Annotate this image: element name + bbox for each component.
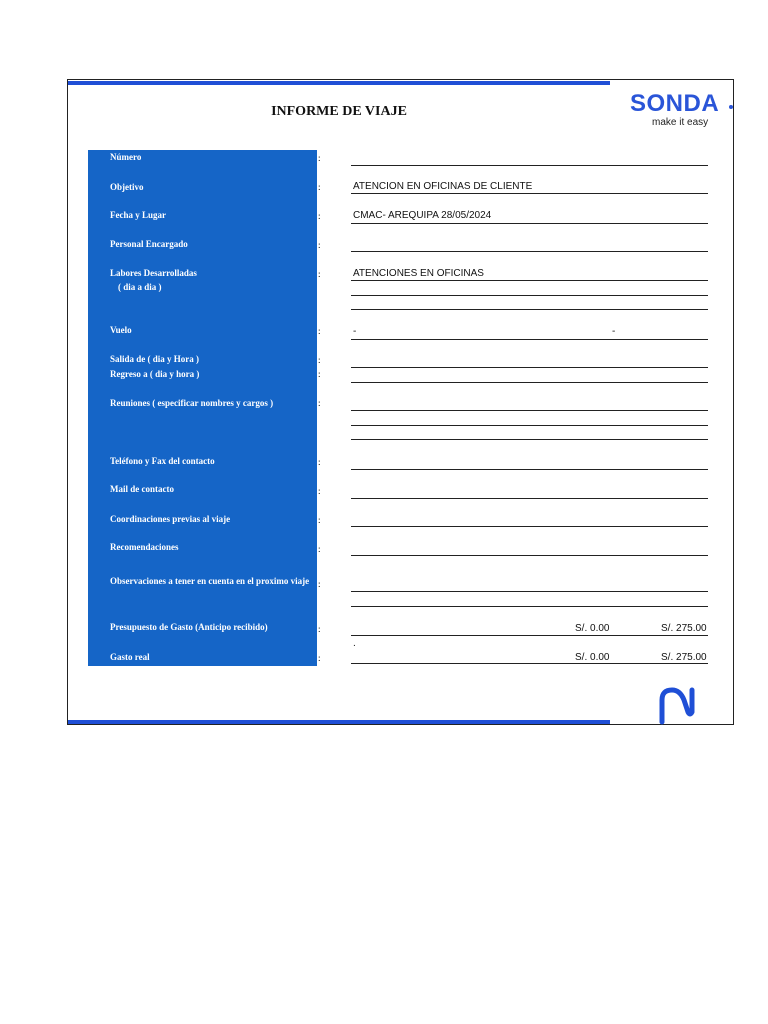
label-coordinaciones: Coordinaciones previas al viaje bbox=[110, 514, 231, 524]
label-labores-sub: ( dia a dia ) bbox=[118, 282, 162, 292]
label-recomendaciones: Recomendaciones bbox=[110, 542, 179, 552]
label-vuelo: Vuelo bbox=[110, 325, 132, 335]
logo-wordmark: SONDA bbox=[630, 90, 720, 117]
sonda-logo bbox=[628, 90, 738, 130]
value-labores: ATENCIONES EN OFICINAS bbox=[353, 268, 484, 279]
colon: : bbox=[318, 182, 321, 192]
colon: : bbox=[318, 153, 321, 163]
label-salida: Salida de ( dia y Hora ) bbox=[110, 354, 200, 364]
label-labores: Labores Desarrolladas bbox=[110, 268, 197, 278]
logo-tagline: make it easy bbox=[652, 117, 709, 128]
field-line-telefono[interactable] bbox=[351, 469, 708, 470]
label-reuniones: Reuniones ( especificar nombres y cargos ) bbox=[110, 398, 274, 408]
field-line-observaciones[interactable] bbox=[351, 591, 708, 592]
value-objetivo: ATENCION EN OFICINAS DE CLIENTE bbox=[353, 181, 533, 192]
label-mail: Mail de contacto bbox=[110, 484, 174, 494]
colon: : bbox=[318, 457, 321, 467]
value-presupuesto-b: S/. 275.00 bbox=[661, 623, 707, 634]
colon: : bbox=[318, 240, 321, 250]
colon: : bbox=[318, 624, 321, 634]
colon: : bbox=[318, 355, 321, 365]
label-observaciones: Observaciones a tener en cuenta en el proximo viaje bbox=[110, 576, 310, 586]
value-gasto-b: S/. 275.00 bbox=[661, 652, 707, 663]
sonda-n-icon bbox=[658, 686, 702, 726]
report-frame bbox=[67, 79, 734, 725]
field-line-coordinaciones[interactable] bbox=[351, 526, 708, 527]
field-line-labores[interactable] bbox=[351, 280, 708, 281]
field-line-fecha-lugar[interactable] bbox=[351, 223, 708, 224]
colon: : bbox=[318, 579, 321, 589]
colon: : bbox=[318, 326, 321, 336]
colon: : bbox=[318, 515, 321, 525]
label-personal: Personal Encargado bbox=[110, 239, 188, 249]
colon: : bbox=[318, 653, 321, 663]
colon: : bbox=[318, 211, 321, 221]
colon: : bbox=[318, 269, 321, 279]
value-dot: . bbox=[353, 638, 356, 649]
label-regreso: Regreso a ( dia y hora ) bbox=[110, 369, 200, 379]
colon: : bbox=[318, 369, 321, 379]
field-line-salida[interactable] bbox=[351, 367, 708, 368]
value-vuelo-b: - bbox=[612, 326, 616, 337]
field-line-numero[interactable] bbox=[351, 165, 708, 166]
field-line-reuniones-2[interactable] bbox=[351, 425, 708, 426]
label-telefono: Teléfono y Fax del contacto bbox=[110, 456, 215, 466]
page-title: INFORME DE VIAJE bbox=[271, 104, 407, 119]
field-line-labores-2[interactable] bbox=[351, 295, 708, 296]
field-line-vuelo[interactable] bbox=[351, 339, 708, 340]
label-numero: Número bbox=[110, 152, 142, 162]
field-line-objetivo[interactable] bbox=[351, 193, 708, 194]
field-line-observaciones-2[interactable] bbox=[351, 606, 708, 607]
field-line-labores-3[interactable] bbox=[351, 309, 708, 310]
field-line-regreso[interactable] bbox=[351, 382, 708, 383]
value-gasto-a: S/. 0.00 bbox=[575, 652, 610, 663]
colon: : bbox=[318, 398, 321, 408]
field-line-recomendaciones[interactable] bbox=[351, 555, 708, 556]
field-line-personal[interactable] bbox=[351, 251, 708, 252]
value-vuelo-a: - bbox=[353, 326, 357, 337]
bottom-accent-bar bbox=[68, 720, 610, 724]
field-line-mail[interactable] bbox=[351, 498, 708, 499]
label-panel bbox=[88, 150, 317, 666]
label-objetivo: Objetivo bbox=[110, 182, 144, 192]
field-line-presupuesto[interactable] bbox=[351, 635, 708, 636]
field-line-gasto-real[interactable] bbox=[351, 663, 708, 664]
logo-dot-icon bbox=[728, 104, 734, 110]
colon: : bbox=[318, 544, 321, 554]
colon: : bbox=[318, 486, 321, 496]
label-gasto-real: Gasto real bbox=[110, 652, 150, 662]
field-line-reuniones[interactable] bbox=[351, 410, 708, 411]
field-line-reuniones-3[interactable] bbox=[351, 439, 708, 440]
value-fecha-lugar: CMAC- AREQUIPA 28/05/2024 bbox=[353, 210, 492, 221]
label-presupuesto: Presupuesto de Gasto (Anticipo recibido) bbox=[110, 622, 268, 632]
value-presupuesto-a: S/. 0.00 bbox=[575, 623, 610, 634]
top-accent-bar bbox=[68, 81, 610, 85]
label-fecha-lugar: Fecha y Lugar bbox=[110, 210, 166, 220]
